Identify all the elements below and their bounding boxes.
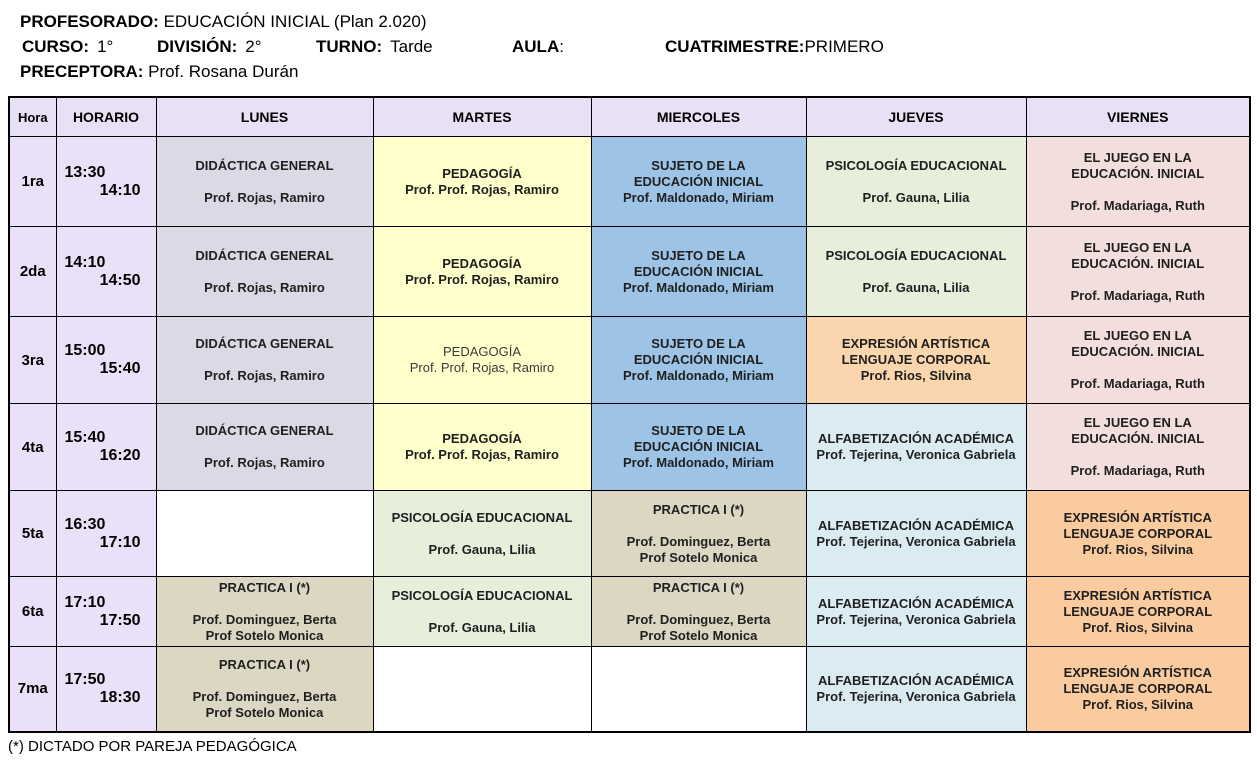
curso-field (22, 34, 113, 59)
cell-text-line: Prof. Rojas, Ramiro (204, 455, 325, 470)
blank-line (157, 596, 373, 612)
blank-line (592, 596, 806, 612)
cell-text-line: EL JUEGO EN LA (1083, 239, 1192, 255)
footnote: (*) DICTADO POR PAREJA PEDAGÓGICA (8, 737, 297, 755)
cell-text-line: PSICOLOGÍA EDUCACIONAL (391, 509, 573, 525)
cell-text-line: PRACTICA I (*) (652, 579, 745, 595)
schedule-cell (1026, 577, 1250, 647)
aula-field (512, 34, 564, 59)
schedule-cell (1026, 647, 1250, 732)
cell-text-line: Prof. Dominguez, Berta (192, 611, 337, 627)
schedule-cell (373, 137, 591, 227)
start-time: 15:40 (64, 429, 106, 446)
profesorado-line (20, 9, 1257, 34)
schedule-cell (591, 491, 806, 577)
schedule-cell (1026, 137, 1250, 227)
cell-text-line: Prof. Prof. Rojas, Ramiro (405, 271, 559, 287)
schedule-cell (806, 577, 1026, 647)
cell-text-line: ALFABETIZACIÓN ACADÉMICA (818, 595, 1014, 611)
period-times (56, 137, 156, 227)
column-header-hora: Hora (9, 97, 56, 137)
cell-text-line: Prof. Tejerina, Veronica Gabriela (816, 611, 1016, 627)
cell-text-line: Prof. Tejerina, Veronica Gabriela (816, 533, 1016, 549)
document-header (0, 0, 1257, 84)
period-label: 2da (9, 227, 56, 317)
timetable-header-row (9, 97, 1250, 137)
period-times (56, 647, 156, 732)
schedule-cell (156, 317, 373, 404)
profesorado-label: PROFESORADO: (20, 12, 159, 31)
cell-text-line: Prof. Maldonado, Miriam (623, 189, 774, 205)
aula-value: : (559, 37, 564, 56)
cell-text-line: LENGUAJE CORPORAL (841, 352, 991, 367)
timetable-row (9, 227, 1250, 317)
column-header-miercoles: MIERCOLES (591, 97, 806, 137)
period-label: 4ta (9, 404, 56, 491)
column-header-viernes: VIERNES (1026, 97, 1250, 137)
schedule-cell (156, 137, 373, 227)
period-label: 1ra (9, 137, 56, 227)
cell-text-line: Prof Sotelo Monica (639, 627, 758, 643)
column-header-horario: HORARIO (56, 97, 156, 137)
schedule-cell (591, 404, 806, 491)
cell-text-line: ALFABETIZACIÓN ACADÉMICA (818, 672, 1014, 688)
aula-label: AULA (512, 37, 560, 56)
curso-label: CURSO: (22, 37, 90, 56)
cell-text-line: EL JUEGO EN LA (1083, 415, 1192, 430)
cell-text-line: Prof. Madariaga, Ruth (1070, 287, 1205, 303)
schedule-cell (156, 404, 373, 491)
blank-line (157, 352, 373, 368)
cell-text-line: Prof Sotelo Monica (205, 704, 324, 720)
cell-text-line: EDUCACIÓN INICIAL (633, 352, 764, 367)
blank-line (807, 174, 1026, 190)
blank-line (157, 174, 373, 190)
cell-text-line: Prof. Rios, Silvina (860, 368, 972, 383)
division-value: 2° (245, 37, 262, 56)
cell-text-line: PEDAGOGÍA (442, 344, 522, 359)
schedule-cell (156, 491, 373, 577)
cell-text-line: PRACTICA I (*) (218, 656, 311, 672)
cell-text-line: EDUCACIÓN INICIAL (633, 173, 764, 189)
cell-text-line: EXPRESIÓN ARTÍSTICA (1063, 587, 1212, 603)
cuatrimestre-field (665, 34, 884, 59)
cell-text-line: EXPRESIÓN ARTÍSTICA (841, 336, 991, 351)
cell-text-line: Prof. Madariaga, Ruth (1070, 463, 1205, 478)
cell-text-line: Prof. Tejerina, Veronica Gabriela (816, 447, 1016, 462)
cell-text-line: SUJETO DE LA (651, 247, 746, 263)
timetable (8, 96, 1251, 733)
cell-text-line: Prof. Rojas, Ramiro (204, 189, 325, 205)
schedule-cell (373, 577, 591, 647)
cell-text-line: EDUCACIÓN. INICIAL (1071, 344, 1205, 359)
blank-line (157, 439, 373, 455)
timetable-head (9, 97, 1250, 137)
preceptora-value: Prof. Rosana Durán (143, 62, 299, 81)
cell-text-line: Prof Sotelo Monica (639, 549, 758, 565)
start-time: 17:50 (64, 670, 106, 688)
timetable-row (9, 404, 1250, 491)
cell-text-line: EL JUEGO EN LA (1083, 328, 1192, 343)
period-times (56, 317, 156, 404)
profesorado-value: EDUCACIÓN INICIAL (Plan 2.020) (158, 12, 427, 31)
cell-text-line: ALFABETIZACIÓN ACADÉMICA (818, 517, 1014, 533)
cell-text-line: LENGUAJE CORPORAL (1063, 603, 1213, 619)
schedule-cell (806, 404, 1026, 491)
cell-text-line: Prof. Madariaga, Ruth (1070, 197, 1205, 213)
schedule-cell (806, 137, 1026, 227)
division-field (157, 34, 262, 59)
cell-text-line: PRACTICA I (*) (218, 579, 311, 595)
schedule-cell (373, 404, 591, 491)
schedule-cell (373, 491, 591, 577)
cell-text-line: Prof. Gauna, Lilia (862, 189, 970, 205)
cell-text-line: Prof. Rojas, Ramiro (204, 279, 325, 295)
end-time: 18:30 (99, 688, 141, 706)
blank-line (157, 264, 373, 280)
period-label: 7ma (9, 647, 56, 732)
cell-text-line: Prof. Maldonado, Miriam (623, 279, 774, 295)
cell-text-line: EDUCACIÓN INICIAL (633, 263, 764, 279)
schedule-cell (591, 137, 806, 227)
end-time: 14:50 (99, 271, 141, 289)
cell-text-line: PSICOLOGÍA EDUCACIONAL (391, 587, 573, 603)
schedule-cell (373, 647, 591, 732)
timetable-row (9, 577, 1250, 647)
cell-text-line: EDUCACIÓN. INICIAL (1071, 255, 1205, 271)
cell-text-line: Prof. Madariaga, Ruth (1070, 376, 1205, 391)
cell-text-line: PEDAGOGÍA (442, 431, 522, 446)
period-times (56, 491, 156, 577)
column-header-lunes: LUNES (156, 97, 373, 137)
schedule-cell (806, 227, 1026, 317)
cell-text-line: Prof. Prof. Rojas, Ramiro (405, 447, 559, 462)
timetable-row (9, 491, 1250, 577)
cell-text-line: SUJETO DE LA (651, 423, 746, 438)
blank-line (1027, 447, 1250, 463)
blank-line (157, 673, 373, 689)
start-time: 13:30 (64, 163, 106, 181)
start-time: 15:00 (64, 342, 106, 359)
schedule-cell (591, 227, 806, 317)
cell-text-line: Prof. Rios, Silvina (1082, 541, 1194, 557)
cell-text-line: ALFABETIZACIÓN ACADÉMICA (818, 431, 1014, 446)
cuatrimestre-label: CUATRIMESTRE: (665, 37, 805, 56)
blank-line (592, 518, 806, 534)
end-time: 14:10 (99, 181, 141, 199)
schedule-cell (591, 317, 806, 404)
timetable-row (9, 137, 1250, 227)
cell-text-line: PSICOLOGÍA EDUCACIONAL (825, 157, 1007, 173)
schedule-cell (156, 227, 373, 317)
cell-text-line: Prof. Gauna, Lilia (428, 541, 536, 557)
curso-line (20, 34, 1257, 59)
schedule-cell (591, 647, 806, 732)
period-times (56, 404, 156, 491)
curso-value: 1° (97, 37, 114, 56)
cell-text-line: DIDÁCTICA GENERAL (195, 336, 334, 351)
cell-text-line: EDUCACIÓN. INICIAL (1071, 165, 1205, 181)
cell-text-line: EDUCACIÓN. INICIAL (1071, 431, 1205, 446)
cell-text-line: LENGUAJE CORPORAL (1063, 680, 1213, 696)
cell-text-line: DIDÁCTICA GENERAL (195, 423, 334, 438)
start-time: 17:10 (64, 593, 106, 611)
schedule-cell (1026, 491, 1250, 577)
timetable-row (9, 647, 1250, 732)
schedule-cell (156, 577, 373, 647)
period-times (56, 227, 156, 317)
start-time: 14:10 (64, 253, 106, 271)
column-header-jueves: JUEVES (806, 97, 1026, 137)
cell-text-line: PSICOLOGÍA EDUCACIONAL (825, 247, 1007, 263)
schedule-cell (591, 577, 806, 647)
blank-line (1027, 272, 1250, 288)
cell-text-line: Prof. Rios, Silvina (1082, 619, 1194, 635)
turno-value: Tarde (390, 37, 433, 56)
timetable-row (9, 317, 1250, 404)
cell-text-line: Prof. Dominguez, Berta (626, 533, 771, 549)
blank-line (374, 526, 591, 542)
cell-text-line: DIDÁCTICA GENERAL (195, 247, 334, 263)
cell-text-line: SUJETO DE LA (651, 157, 746, 173)
schedule-cell (806, 317, 1026, 404)
period-label: 3ra (9, 317, 56, 404)
cell-text-line: PRACTICA I (*) (652, 501, 745, 517)
cell-text-line: PEDAGOGÍA (442, 255, 522, 271)
cell-text-line: Prof. Maldonado, Miriam (623, 455, 774, 470)
cell-text-line: PEDAGOGÍA (442, 165, 522, 181)
cell-text-line: Prof. Dominguez, Berta (626, 611, 771, 627)
blank-line (807, 264, 1026, 280)
period-label: 6ta (9, 577, 56, 647)
division-label: DIVISIÓN: (157, 37, 238, 56)
cell-text-line: Prof Sotelo Monica (205, 627, 324, 643)
end-time: 17:50 (99, 611, 141, 629)
cell-text-line: Prof. Rojas, Ramiro (204, 368, 325, 383)
schedule-cell (156, 647, 373, 732)
cuatrimestre-value: PRIMERO (804, 37, 884, 56)
schedule-cell (1026, 227, 1250, 317)
cell-text-line: Prof. Dominguez, Berta (192, 688, 337, 704)
timetable-body (9, 137, 1250, 732)
schedule-cell (1026, 404, 1250, 491)
cell-text-line: Prof. Gauna, Lilia (862, 279, 970, 295)
schedule-cell (373, 317, 591, 404)
cell-text-line: Prof. Prof. Rojas, Ramiro (405, 181, 559, 197)
column-header-martes: MARTES (373, 97, 591, 137)
cell-text-line: LENGUAJE CORPORAL (1063, 525, 1213, 541)
cell-text-line: SUJETO DE LA (651, 336, 746, 351)
schedule-cell (1026, 317, 1250, 404)
preceptora-line (20, 59, 1257, 84)
period-times (56, 577, 156, 647)
cell-text-line: EDUCACIÓN INICIAL (633, 439, 764, 454)
cell-text-line: Prof. Gauna, Lilia (428, 619, 536, 635)
cell-text-line: EXPRESIÓN ARTÍSTICA (1063, 664, 1212, 680)
period-label: 5ta (9, 491, 56, 577)
end-time: 16:20 (99, 447, 141, 464)
preceptora-label: PRECEPTORA: (20, 62, 144, 81)
cell-text-line: Prof. Tejerina, Veronica Gabriela (816, 688, 1016, 704)
schedule-cell (373, 227, 591, 317)
end-time: 17:10 (99, 533, 141, 551)
blank-line (1027, 360, 1250, 376)
cell-text-line: EL JUEGO EN LA (1083, 149, 1192, 165)
cell-text-line: Prof. Prof. Rojas, Ramiro (409, 360, 555, 375)
turno-field (316, 34, 433, 59)
schedule-cell (806, 491, 1026, 577)
start-time: 16:30 (64, 515, 106, 533)
end-time: 15:40 (99, 360, 141, 377)
cell-text-line: EXPRESIÓN ARTÍSTICA (1063, 509, 1212, 525)
blank-line (1027, 182, 1250, 198)
cell-text-line: Prof. Maldonado, Miriam (623, 368, 774, 383)
cell-text-line: DIDÁCTICA GENERAL (195, 157, 334, 173)
blank-line (374, 604, 591, 620)
cell-text-line: Prof. Rios, Silvina (1082, 696, 1194, 712)
schedule-cell (806, 647, 1026, 732)
turno-label: TURNO: (316, 37, 383, 56)
